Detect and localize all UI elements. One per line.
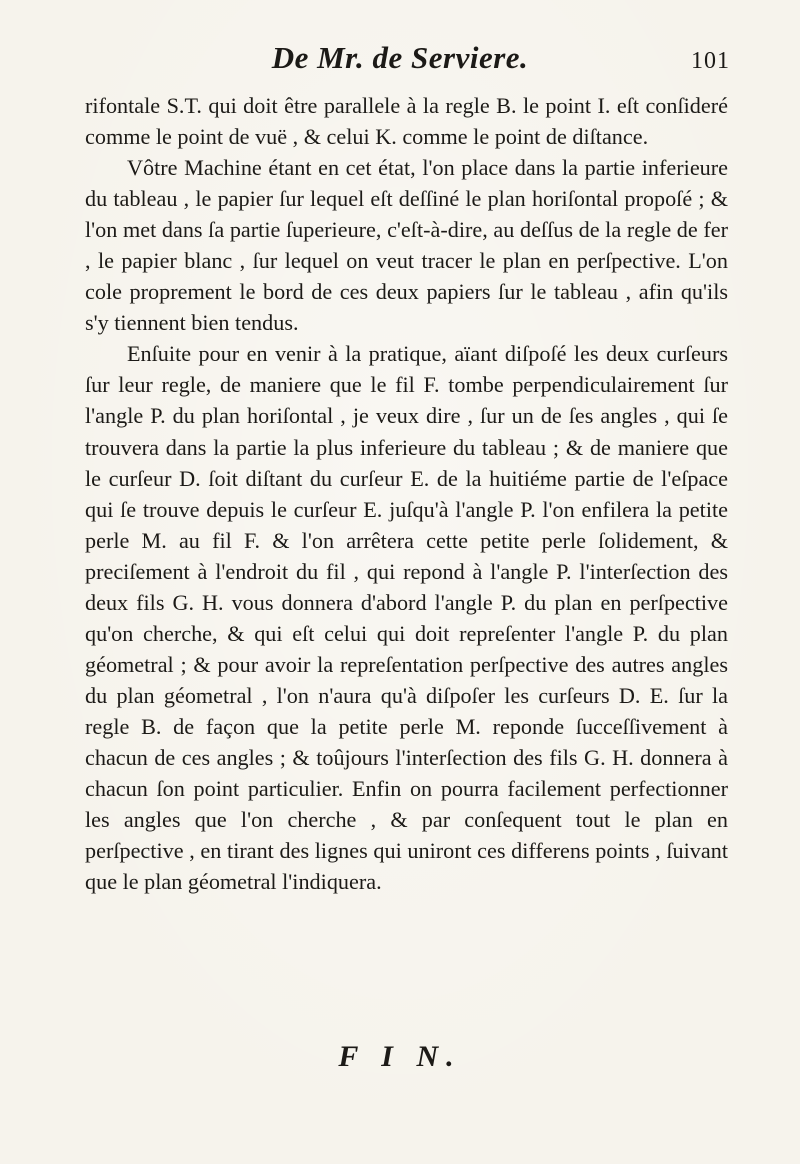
page-header xyxy=(70,36,730,80)
page-number: 101 xyxy=(691,48,730,74)
paragraph-3: Enſuite pour en venir à la pratique, aïant diſpoſé les deux curſeurs ſur leur regle, de maniere que le fil F. tombe perpendiculairement ſur l'angle P. du plan horiſontal , je veux dire , ſur un de ſes angles , qui ſe trouvera dans la partie la plus inferieure du tableau ; & de maniere que le curſeur D. ſoit diſtant du curſeur E. de la huitiéme partie de l'eſpace qui ſe trouve depuis le curſeur E. juſqu'à l'angle P. l'on enfilera la petite perle M. au fil F. & l'on arrêtera cette petite perle ſolidement, & preciſement à l'endroit du fil , qui repond à l'angle P. l'interſection des deux fils G. H. vous donnera d'abord l'angle P. du plan en perſpective qu'on cherche, & qui eſt celui qui doit repreſenter l'angle P. du plan géometral ; & pour avoir la repreſentation perſpective des autres angles du plan géometral , l'on n'aura qu'à diſpoſer les curſeurs D. E. ſur la regle B. de façon que la petite perle M. reponde ſucceſſivement à chacun de ces angles ; & toûjours l'interſection des fils G. H. donnera à chacun ſon point particulier. Enfin on pourra facilement perfectionner les angles que l'on cherche , & par conſequent tout le plan en perſpective , en tirant des lignes qui uniront ces differens points , ſuivant que le plan géometral l'indiquera. xyxy=(85,341,728,895)
closing-fin: F I N. xyxy=(338,1040,462,1073)
running-title: De Mr. de Serviere. xyxy=(271,40,529,75)
paragraph-1: rifontale S.T. qui doit être parallele à la regle B. le point I. eſt conſideré comme le point de vuë , & celui K. comme le point de diſtance. xyxy=(85,93,728,150)
body-text xyxy=(85,90,728,897)
paragraph-2: Vôtre Machine étant en cet état, l'on place dans la partie inferieure du tableau , le papier ſur lequel eſt deſſiné le plan horiſontal propoſé ; & l'on met dans ſa partie ſuperieure, c'eſt-à-dire, au deſſus de la regle de fer , le papier blanc , ſur lequel on veut tracer le plan en perſpective. L'on cole proprement le bord de ces deux papiers ſur le tableau , afin qu'ils s'y tiennent bien tendus. xyxy=(85,155,728,336)
